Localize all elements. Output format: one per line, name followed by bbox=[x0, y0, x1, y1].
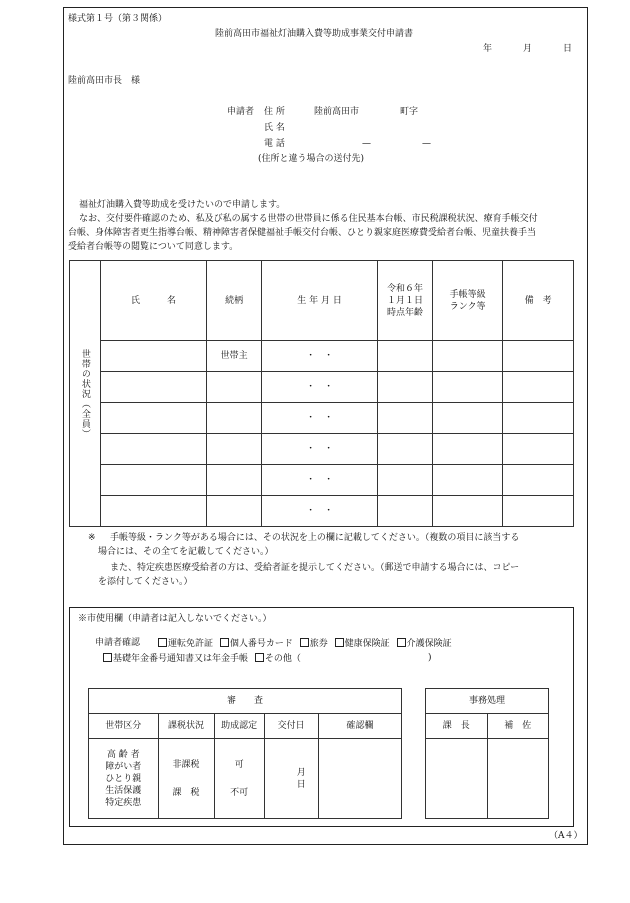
phone-label: 電 話 bbox=[264, 139, 285, 149]
checkbox[interactable] bbox=[397, 638, 406, 647]
category-item: 高 齢 者 bbox=[106, 749, 140, 760]
consent-line-1: 福祉灯油購入費等助成を受けたいので申請します。 bbox=[79, 200, 286, 210]
applicant-label: 申請者 bbox=[227, 107, 255, 117]
tax-cell bbox=[158, 739, 214, 819]
checkbox[interactable] bbox=[255, 653, 264, 662]
approval-item: 可 bbox=[234, 759, 244, 770]
admin-col: 補 佐 bbox=[487, 714, 549, 739]
birth-cell: ・ ・ bbox=[261, 403, 377, 434]
admin-cell bbox=[487, 739, 549, 819]
note-line-1: 手帳等級・ランク等がある場合には、その状況を上の欄に記載してください。（複数の項目に該当する bbox=[110, 533, 520, 543]
birth-cell: ・ ・ bbox=[261, 372, 377, 403]
birth-cell: ・ ・ bbox=[261, 496, 377, 527]
review-col: 助成認定 bbox=[214, 714, 264, 739]
household-side-label-cell bbox=[70, 261, 101, 527]
addressee: 陸前高田市長 様 bbox=[68, 76, 141, 86]
confirm-cell bbox=[318, 739, 401, 819]
review-col: 世帯区分 bbox=[89, 714, 159, 739]
header-name: 氏 名 bbox=[100, 261, 206, 341]
notes-mark: ※ bbox=[88, 533, 96, 543]
category-item: 生活保護 bbox=[105, 785, 142, 796]
relation-cell: 世帯主 bbox=[207, 341, 262, 372]
header-grade: 手帳等級 ランク等 bbox=[432, 261, 503, 341]
issue-month: 月 bbox=[296, 767, 306, 778]
date-year: 年 bbox=[483, 44, 493, 54]
checkbox[interactable] bbox=[158, 638, 167, 647]
header-birth: 生 年 月 日 bbox=[261, 261, 377, 341]
relation-cell bbox=[207, 465, 262, 496]
household-row bbox=[70, 341, 574, 372]
name-label: 氏 名 bbox=[264, 123, 285, 133]
check-label: 個人番号カード bbox=[229, 639, 293, 649]
relation-cell bbox=[207, 372, 262, 403]
issue-day: 日 bbox=[296, 779, 306, 790]
applicant-confirm-label: 申請者確認 bbox=[95, 638, 141, 648]
admin-col: 課 長 bbox=[426, 714, 488, 739]
note-line-4: を添付してください。） bbox=[98, 577, 193, 587]
category-item: 障がい者 bbox=[105, 761, 142, 772]
checkbox[interactable] bbox=[335, 638, 344, 647]
check-row-2 bbox=[103, 653, 301, 665]
paper-size: （A４） bbox=[549, 831, 583, 841]
checkbox[interactable] bbox=[220, 638, 229, 647]
office-use-title: ※市使用欄（申請者は記入しないでください。） bbox=[78, 614, 272, 624]
alt-address-note: (住所と違う場合の送付先) bbox=[258, 154, 365, 164]
check-close-paren: ) bbox=[428, 653, 432, 663]
relation-cell bbox=[207, 434, 262, 465]
review-col: 確認欄 bbox=[318, 714, 401, 739]
issue-date-cell bbox=[264, 739, 318, 819]
category-item: 特定疾患 bbox=[105, 797, 142, 808]
address-label: 住 所 bbox=[264, 107, 285, 117]
household-row bbox=[70, 372, 574, 403]
consent-line-3: 台帳、身体障害者更生指導台帳、精神障害者保健福祉手帳交付台帳、ひとり親家庭医療費受給者台帳、児童扶養手当 bbox=[68, 228, 537, 238]
check-label: 基礎年金番号通知書又は年金手帳 bbox=[113, 654, 249, 664]
category-cell bbox=[89, 739, 159, 819]
household-row bbox=[70, 434, 574, 465]
phone-separator-2: — bbox=[422, 139, 431, 149]
household-row bbox=[70, 496, 574, 527]
admin-cell bbox=[426, 739, 488, 819]
check-label: 運転免許証 bbox=[168, 639, 214, 649]
approval-cell bbox=[214, 739, 264, 819]
consent-line-2: なお、交付要件確認のため、私及び私の属する世帯の世帯員に係る住民基本台帳、市民税課税状況、療育手帳交付 bbox=[79, 214, 538, 224]
admin-table bbox=[425, 688, 549, 819]
check-label: 介護保険証 bbox=[406, 639, 452, 649]
check-label: その他（ bbox=[264, 654, 301, 664]
review-title: 審 査 bbox=[89, 689, 402, 714]
review-col: 課税状況 bbox=[158, 714, 214, 739]
household-table bbox=[69, 260, 574, 527]
review-col: 交付日 bbox=[264, 714, 318, 739]
note-line-3: また、特定疾患医療受給者の方は、受給者証を提示してください。（郵送で申請する場合には、コピー bbox=[110, 563, 520, 573]
birth-cell: ・ ・ bbox=[261, 434, 377, 465]
header-remarks: 備 考 bbox=[503, 261, 574, 341]
check-label: 旅券 bbox=[309, 639, 328, 649]
admin-title: 事務処理 bbox=[426, 689, 549, 714]
birth-cell: ・ ・ bbox=[261, 465, 377, 496]
relation-cell bbox=[207, 403, 262, 434]
address-town: 町字 bbox=[400, 107, 419, 117]
household-side-label: 世帯の状況（全員） bbox=[79, 348, 90, 439]
phone-separator-1: — bbox=[362, 139, 371, 149]
check-label: 健康保険証 bbox=[344, 639, 390, 649]
form-title: 陸前高田市福祉灯油購入費等助成事業交付申請書 bbox=[215, 29, 414, 39]
form-number: 様式第１号（第３関係） bbox=[68, 14, 168, 24]
checkbox[interactable] bbox=[300, 638, 309, 647]
consent-line-4: 受給者台帳等の閲覧について同意します。 bbox=[68, 242, 239, 252]
tax-item: 非課税 bbox=[172, 759, 200, 770]
checkbox[interactable] bbox=[103, 653, 112, 662]
household-row bbox=[70, 465, 574, 496]
tax-item: 課 税 bbox=[172, 787, 200, 798]
header-age: 令和６年 １月１日 時点年齢 bbox=[378, 261, 433, 341]
check-row-1 bbox=[158, 638, 452, 650]
note-line-2: 場合には、その全てを記載してください。） bbox=[98, 547, 274, 557]
birth-cell: ・ ・ bbox=[261, 341, 377, 372]
household-row bbox=[70, 403, 574, 434]
date-month: 月 bbox=[523, 44, 533, 54]
category-item: ひとり親 bbox=[105, 773, 142, 784]
date-day: 日 bbox=[563, 44, 573, 54]
relation-cell bbox=[207, 496, 262, 527]
header-relation: 続柄 bbox=[207, 261, 262, 341]
review-table bbox=[88, 688, 402, 819]
address-city: 陸前高田市 bbox=[314, 107, 360, 117]
approval-item: 不可 bbox=[230, 787, 249, 798]
